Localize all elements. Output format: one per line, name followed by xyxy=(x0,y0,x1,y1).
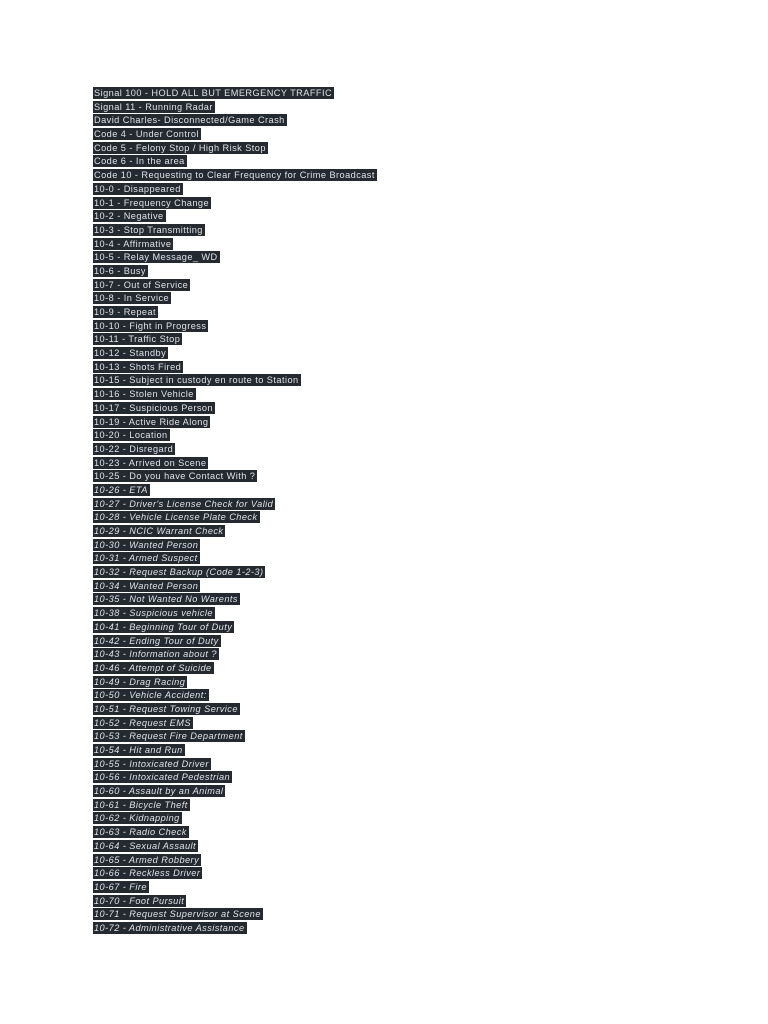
code-entry-text: 10-22 - Disregard xyxy=(94,443,174,454)
code-entry-text: Code 4 - Under Control xyxy=(94,129,199,140)
code-entry-text: 10-0 - Disappeared xyxy=(94,183,181,194)
code-entry-text: 10-38 - Suspicious vehicle xyxy=(94,608,213,619)
code-entry-text: 10-15 - Subject in custody en route to Station xyxy=(94,375,299,386)
code-entry-text: Code 5 - Felony Stop / High Risk Stop xyxy=(94,142,266,153)
list-item xyxy=(93,182,377,196)
code-entry-text: 10-26 - ETA xyxy=(94,484,148,495)
list-item xyxy=(93,743,377,757)
list-item xyxy=(93,497,377,511)
code-entry-text: 10-5 - Relay Message_ WD xyxy=(94,252,218,263)
code-entry-text: 10-12 - Standby xyxy=(94,348,167,359)
list-item xyxy=(93,469,377,483)
code-entry-text: 10-7 - Out of Service xyxy=(94,279,189,290)
code-entry-text: 10-8 - In Service xyxy=(94,293,170,304)
list-item xyxy=(93,237,377,251)
code-entry-text: 10-35 - Not Wanted No Warents xyxy=(94,594,238,605)
code-entry-text: 10-1 - Frequency Change xyxy=(94,197,210,208)
list-item xyxy=(93,853,377,867)
list-item xyxy=(93,264,377,278)
code-entry-text: 10-10 - Fight in Progress xyxy=(94,320,207,331)
code-entry-text: 10-13 - Shots Fired xyxy=(94,361,182,372)
list-item xyxy=(93,770,377,784)
code-entry-text: 10-30 - Wanted Person xyxy=(94,539,199,550)
list-item xyxy=(93,100,377,114)
code-entry-text: 10-2 - Negative xyxy=(94,211,164,222)
list-item xyxy=(93,113,377,127)
code-entry-text: 10-27 - Driver's License Check for Valid xyxy=(94,498,274,509)
code-entry-text: Signal 100 - HOLD ALL BUT EMERGENCY TRAFFIC xyxy=(94,88,333,98)
code-entry-text: 10-42 - Ending Tour of Duty xyxy=(94,635,219,646)
code-entry-text: 10-72 - Administrative Assistance xyxy=(94,922,245,933)
list-item xyxy=(93,675,377,689)
code-entry-text: 10-6 - Busy xyxy=(94,265,146,276)
list-item xyxy=(93,729,377,743)
code-entry-text: 10-4 - Affirmative xyxy=(94,238,172,249)
list-item xyxy=(93,332,377,346)
code-entry-text: Signal 11 - Running Radar xyxy=(94,101,213,112)
code-entry-text: Code 10 - Requesting to Clear Frequency for Crime Broadcast xyxy=(94,170,375,181)
list-item xyxy=(93,620,377,634)
list-item xyxy=(93,168,377,182)
list-item xyxy=(93,538,377,552)
code-entry-text: 10-51 - Request Towing Service xyxy=(94,703,238,714)
list-item xyxy=(93,880,377,894)
code-entry-text: 10-41 - Beginning Tour of Duty xyxy=(94,621,233,632)
list-item xyxy=(93,415,377,429)
list-item xyxy=(93,784,377,798)
code-entry-text: 10-55 - Intoxicated Driver xyxy=(94,758,209,769)
code-entry-text: 10-67 - Fire xyxy=(94,881,147,892)
list-item xyxy=(93,442,377,456)
list-item xyxy=(93,319,377,333)
list-item xyxy=(93,387,377,401)
list-item xyxy=(93,634,377,648)
code-entry-text: 10-56 - Intoxicated Pedestrian xyxy=(94,772,231,783)
list-item xyxy=(93,688,377,702)
code-entry-text: 10-17 - Suspicious Person xyxy=(94,402,214,413)
list-item xyxy=(93,360,377,374)
list-item xyxy=(93,86,377,100)
list-item xyxy=(93,223,377,237)
list-item xyxy=(93,127,377,141)
list-item xyxy=(93,757,377,771)
list-item xyxy=(93,811,377,825)
code-entry-text: 10-60 - Assault by an Animal xyxy=(94,786,224,797)
code-entry-text: David Charles- Disconnected/Game Crash xyxy=(94,115,285,126)
code-entry-text: 10-50 - Vehicle Accident: xyxy=(94,690,207,701)
list-item xyxy=(93,565,377,579)
list-item xyxy=(93,291,377,305)
list-item xyxy=(93,154,377,168)
list-item xyxy=(93,894,377,908)
list-item xyxy=(93,346,377,360)
radio-code-list xyxy=(93,86,377,935)
code-entry-text: 10-9 - Repeat xyxy=(94,307,157,317)
list-item xyxy=(93,401,377,415)
list-item xyxy=(93,278,377,292)
code-entry-text: 10-20 - Location xyxy=(94,430,168,441)
list-item xyxy=(93,592,377,606)
code-entry-text: 10-31 - Armed Suspect xyxy=(94,553,198,564)
list-item xyxy=(93,716,377,730)
list-item xyxy=(93,702,377,716)
code-entry-text: 10-19 - Active Ride Along xyxy=(94,416,209,427)
list-item xyxy=(93,483,377,497)
code-entry-text: 10-11 - Traffic Stop xyxy=(94,334,181,345)
list-item xyxy=(93,647,377,661)
code-entry-text: 10-23 - Arrived on Scene xyxy=(94,457,207,468)
code-entry-text: 10-63 - Radio Check xyxy=(94,827,187,838)
code-entry-text: 10-29 - NCIC Warrant Check xyxy=(94,526,224,536)
list-item xyxy=(93,141,377,155)
list-item xyxy=(93,921,377,935)
code-entry-text: 10-54 - Hit and Run xyxy=(94,745,183,755)
list-item xyxy=(93,551,377,565)
code-entry-text: 10-16 - Stolen Vehicle xyxy=(94,389,194,400)
code-entry-text: 10-49 - Drag Racing xyxy=(94,676,186,687)
list-item xyxy=(93,250,377,264)
code-entry-text: 10-34 - Wanted Person xyxy=(94,580,199,591)
code-entry-text: 10-62 - Kidnapping xyxy=(94,813,180,824)
code-entry-text: 10-65 - Armed Robbery xyxy=(94,854,200,865)
list-item xyxy=(93,196,377,210)
list-item xyxy=(93,510,377,524)
code-entry-text: 10-3 - Stop Transmitting xyxy=(94,224,203,235)
code-entry-text: 10-64 - Sexual Assault xyxy=(94,840,196,851)
list-item xyxy=(93,305,377,319)
code-entry-text: 10-61 - Bicycle Theft xyxy=(94,799,188,810)
code-entry-text: 10-25 - Do you have Contact With ? xyxy=(94,471,256,482)
list-item xyxy=(93,456,377,470)
list-item xyxy=(93,907,377,921)
list-item xyxy=(93,661,377,675)
code-entry-text: 10-32 - Request Backup (Code 1-2-3) xyxy=(94,567,264,578)
code-entry-text: 10-43 - Information about ? xyxy=(94,649,217,660)
list-item xyxy=(93,373,377,387)
code-entry-text: Code 6 - In the area xyxy=(94,156,185,167)
list-item xyxy=(93,866,377,880)
code-entry-text: 10-46 - Attempt of Suicide xyxy=(94,662,212,673)
code-entry-text: 10-66 - Reckless Driver xyxy=(94,868,201,879)
list-item xyxy=(93,579,377,593)
list-item xyxy=(93,825,377,839)
code-entry-text: 10-70 - Foot Pursuit xyxy=(94,895,185,906)
code-entry-text: 10-28 - Vehicle License Plate Check xyxy=(94,512,258,523)
list-item xyxy=(93,839,377,853)
list-item xyxy=(93,209,377,223)
code-entry-text: 10-52 - Request EMS xyxy=(94,717,191,728)
list-item xyxy=(93,798,377,812)
list-item xyxy=(93,428,377,442)
code-entry-text: 10-53 - Request Fire Department xyxy=(94,731,243,742)
list-item xyxy=(93,606,377,620)
list-item xyxy=(93,524,377,538)
code-entry-text: 10-71 - Request Supervisor at Scene xyxy=(94,909,261,920)
